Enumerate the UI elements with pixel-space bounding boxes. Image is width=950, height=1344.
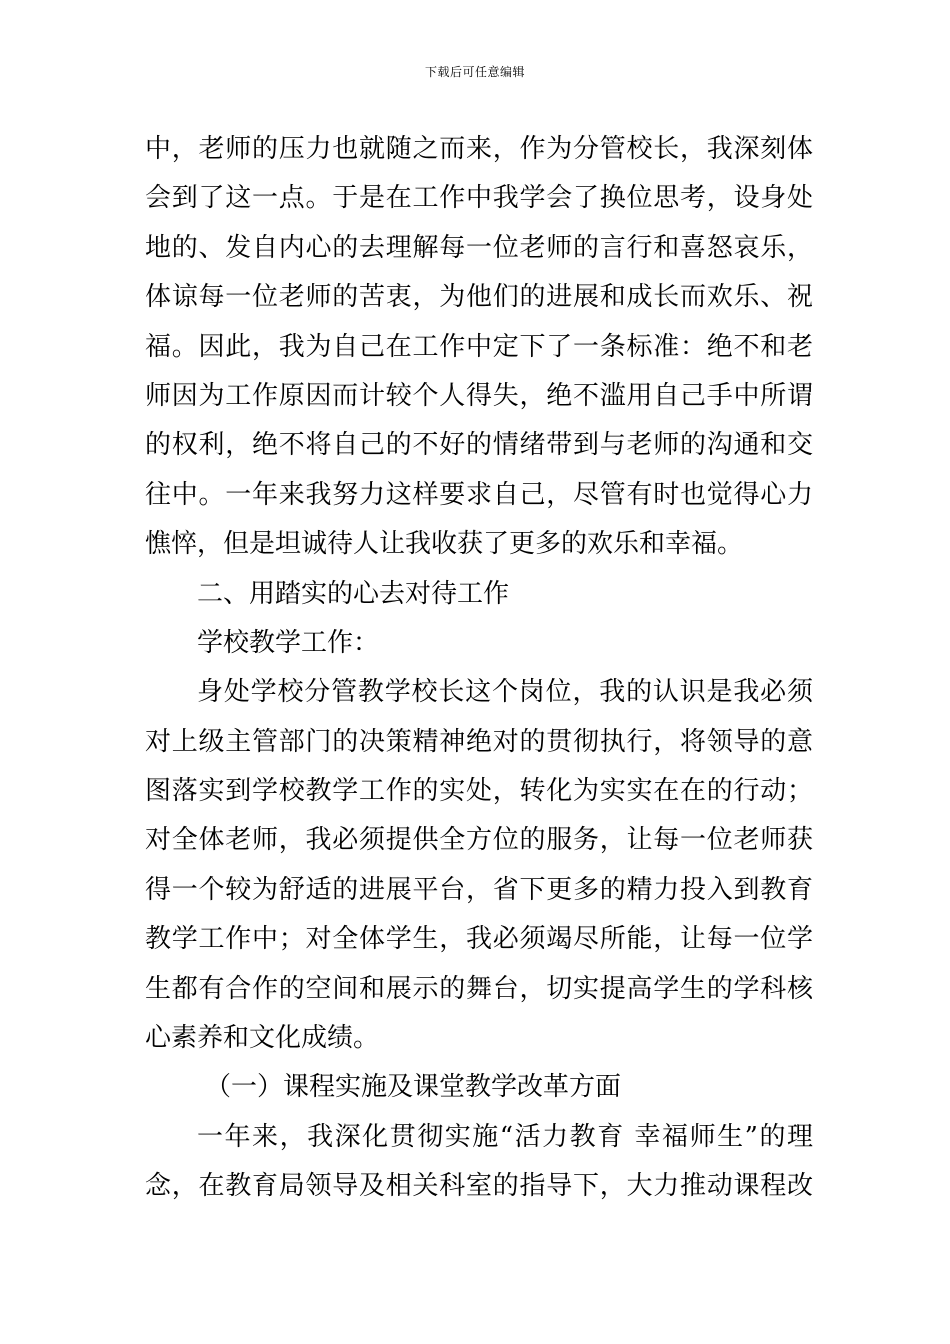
text-line: 往中。一年来我努力这样要求自己，尽管有时也觉得心力: [145, 479, 813, 510]
text-line: 的权利，绝不将自己的不好的情绪带到与老师的沟通和交: [145, 430, 813, 461]
section-heading: 二、用踏实的心去对待工作: [197, 578, 510, 609]
text-line: 得一个较为舒适的进展平台，省下更多的精力投入到教育: [145, 874, 813, 905]
text-line: 会到了这一点。于是在工作中我学会了换位思考，设身处: [145, 183, 813, 214]
text-line: 教学工作中；对全体学生，我必须竭尽所能，让每一位学: [145, 924, 813, 955]
text-line: 对上级主管部门的决策精神绝对的贯彻执行，将领导的意: [145, 726, 813, 757]
text-line: 福。因此，我为自己在工作中定下了一条标准：绝不和老: [145, 331, 813, 362]
text-line: 念，在教育局领导及相关科室的指导下，大力推动课程改: [145, 1171, 813, 1202]
text-line: 体谅每一位老师的苦衷，为他们的进展和成长而欢乐、祝: [145, 282, 813, 313]
document-body: [145, 125, 813, 1212]
text-line: 地的、发自内心的去理解每一位老师的言行和喜怒哀乐，: [145, 232, 813, 263]
paragraph-first-line: 身处学校分管教学校长这个岗位，我的认识是我必须: [197, 677, 813, 708]
paragraph-end-line: 憔悴，但是坦诚待人让我收获了更多的欢乐和幸福。: [145, 529, 744, 560]
text-line: 中，老师的压力也就随之而来，作为分管校长，我深刻体: [145, 134, 813, 164]
page-header-note: 下载后可任意编辑: [424, 65, 525, 79]
text-line: 对全体老师，我必须提供全方位的服务，让每一位老师获: [145, 825, 813, 856]
subsection-heading: 学校教学工作：: [197, 627, 380, 658]
paragraph-end-line: 心素养和文化成绩。: [145, 1023, 380, 1054]
paragraph-first-line: 一年来，我深化贯彻实施“活力教育 幸福师生”的理: [197, 1121, 813, 1152]
text-line: 师因为工作原因而计较个人得失，绝不滥用自己手中所谓: [145, 380, 813, 411]
subsection-heading: （一）课程实施及课堂教学改革方面: [205, 1072, 622, 1103]
text-line: 生都有合作的空间和展示的舞台，切实提高学生的学科核: [145, 973, 813, 1004]
text-line: 图落实到学校教学工作的实处，转化为实实在在的行动；: [145, 776, 813, 807]
